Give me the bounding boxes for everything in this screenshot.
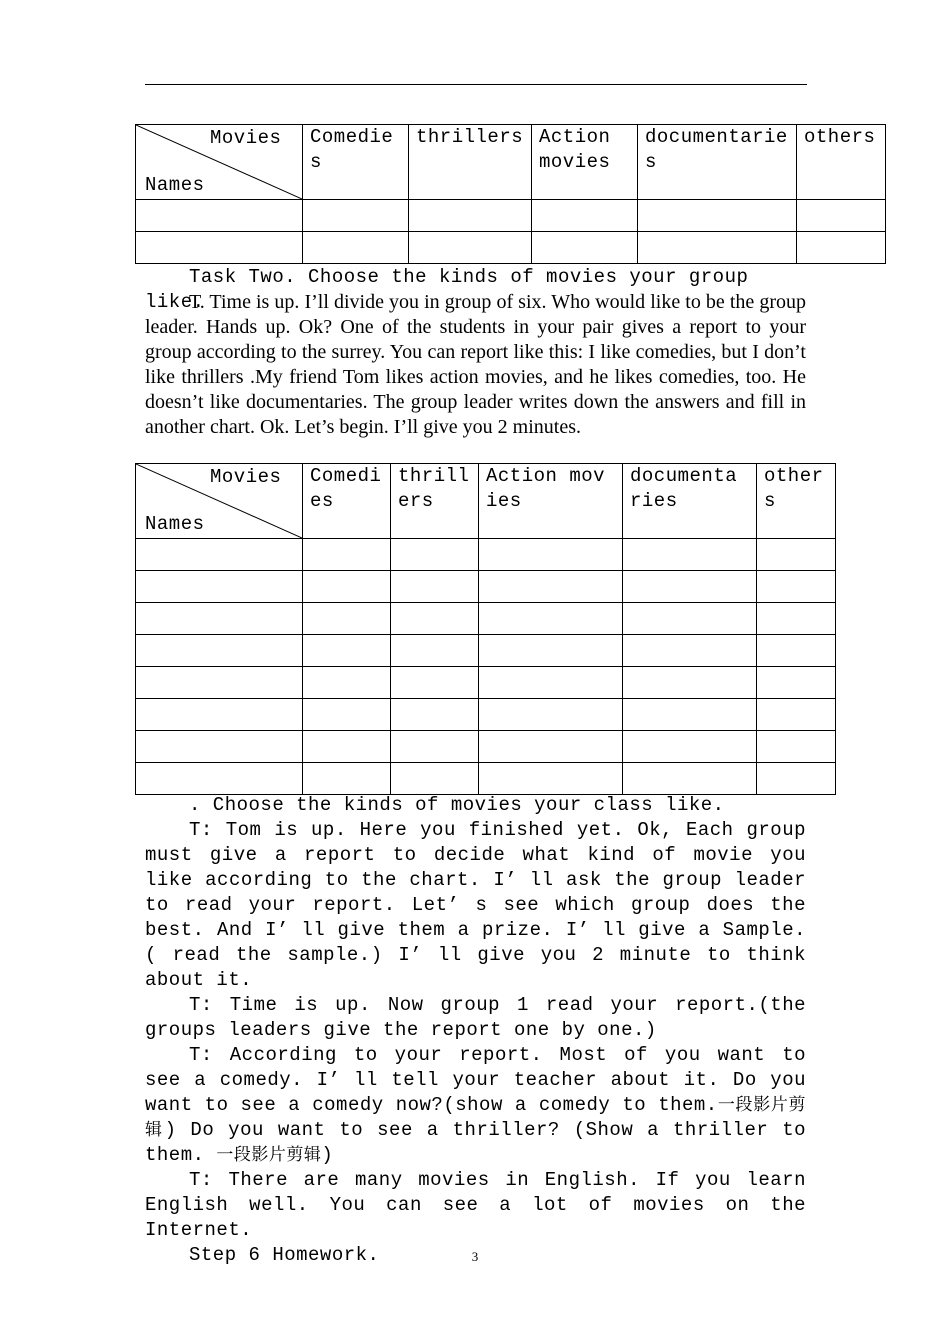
column-header: Comedies [303,464,391,539]
paragraph: T: There are many movies in English. If you learn English well. You can see a lot of movies on the Internet. [145,1169,806,1241]
column-header: Action movies [479,464,623,539]
step-heading: Step 6 Homework. [189,1244,380,1266]
table-row [136,603,836,635]
table-row [136,731,836,763]
column-header: documentaries [623,464,757,539]
teacher-instruction-1 [145,290,806,440]
table-row [136,763,836,795]
table-row [136,232,886,264]
paragraph: T: Tom is up. Here you finished yet. Ok, Each group must give a report to decide what kind of movie you like according to the chart. I’ ll ask the group leader to read your report. Let’ s see which group does the best. And I’ ll give them a prize. I’ ll give a Sample. ( read the sample.) I’ ll give you 2 minute to think about it. [145,819,806,991]
survey-table-pairs [135,124,886,264]
column-header: others [797,125,886,200]
corner-header-cell [136,464,303,539]
column-header: thrillers [391,464,479,539]
column-header: Comedies [303,125,409,200]
table-row [136,699,836,731]
table-row [136,667,836,699]
corner-label-movies: Movies [210,466,282,488]
paragraph: T: According to your report. Most of you want to see a comedy. I’ ll tell your teacher about it. Do you want to see a comedy now?(show a comedy to them.一段影片剪辑) Do you want to see a thriller? (Show a thriller to them. 一段影片剪辑) [145,1044,807,1166]
corner-header-cell [136,125,303,200]
column-header: others [757,464,836,539]
corner-label-names: Names [145,174,205,196]
table-row [136,571,836,603]
survey-table-group [135,463,836,795]
page-number: 3 [471,1249,479,1264]
paragraph: T. Time is up. I’ll divide you in group of six. Who would like to be the group leader. Hands up. Ok? One of the students in your pair gives a report to your group according to the surrey. You can report like this: I like comedies, but I don’t like thrillers .My friend Tom likes action movies, and he likes comedies, too. He doesn’t like documentaries. The group leader writes down the answers and fill in another chart. Ok. Let’s begin. I’ll give you 2 minutes. [145,291,806,438]
table-row [136,539,836,571]
table-row [136,200,886,232]
class-task-heading: . Choose the kinds of movies your class like. [189,794,725,816]
corner-label-movies: Movies [210,127,282,149]
corner-label-names: Names [145,513,205,535]
column-header: Action movies [532,125,638,200]
column-header: documentaries [638,125,797,200]
paragraph: T: Time is up. Now group 1 read your report.(the groups leaders give the report one by one.) [145,994,806,1041]
lesson-text-lower [145,793,806,1268]
table-row [136,635,836,667]
column-header: thrillers [409,125,532,200]
header-rule [145,84,807,85]
task-two-heading: Task Two. Choose the kinds of movies your group like. [145,266,749,313]
